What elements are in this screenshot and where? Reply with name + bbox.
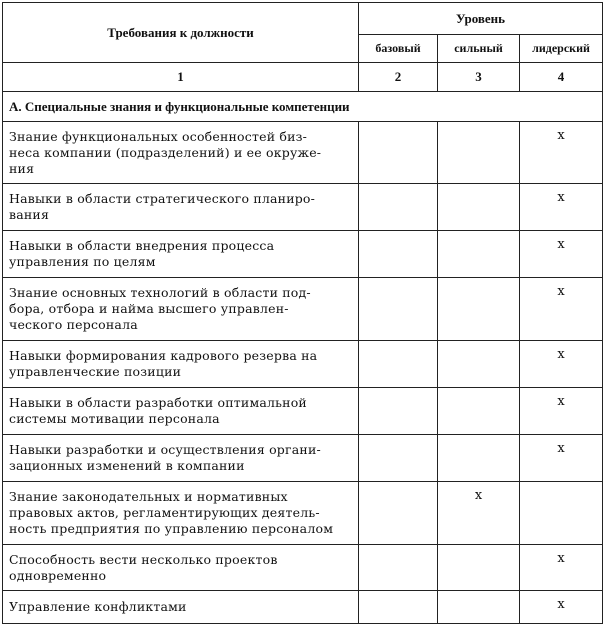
level-leader-mark: x xyxy=(520,435,603,482)
column-number-3: 3 xyxy=(438,63,520,92)
requirement-text: Способность вести несколько проектов одновременно xyxy=(3,545,359,591)
section-title: А. Специальные знания и функциональные компетенции xyxy=(3,92,603,122)
level-basic-mark xyxy=(359,341,438,388)
column-number-4: 4 xyxy=(520,63,603,92)
table-row xyxy=(3,122,603,184)
level-strong-mark xyxy=(438,278,520,341)
level-leader-mark: x xyxy=(520,545,603,591)
level-leader-header: лидерский xyxy=(520,35,603,63)
requirement-text: Навыки в области разработки оптимальной системы мотивации персонала xyxy=(3,388,359,435)
level-leader-mark: x xyxy=(520,278,603,341)
level-leader-mark: x xyxy=(520,184,603,231)
column-number-2: 2 xyxy=(359,63,438,92)
requirement-text: Навыки в области стратегического планиро- вания xyxy=(3,184,359,231)
column-number-1: 1 xyxy=(3,63,359,92)
level-strong-mark xyxy=(438,388,520,435)
table-row xyxy=(3,482,603,545)
level-basic-mark xyxy=(359,435,438,482)
level-header: Уровень xyxy=(359,3,603,35)
level-leader-mark: x xyxy=(520,388,603,435)
level-basic-mark xyxy=(359,388,438,435)
table-row xyxy=(3,231,603,278)
level-basic-header: базовый xyxy=(359,35,438,63)
level-strong-mark xyxy=(438,545,520,591)
table-row xyxy=(3,591,603,624)
level-strong-mark: x xyxy=(438,482,520,545)
level-basic-mark xyxy=(359,122,438,184)
table-row xyxy=(3,435,603,482)
level-strong-mark xyxy=(438,231,520,278)
requirement-text: Навыки формирования кадрового резерва на управленческие позиции xyxy=(3,341,359,388)
level-strong-header: сильный xyxy=(438,35,520,63)
requirement-text: Знание основных технологий в области под- бора, отбора и найма высшего управлен- ческого персонала xyxy=(3,278,359,341)
requirement-text: Навыки разработки и осуществления органи- зационных изменений в компании xyxy=(3,435,359,482)
level-basic-mark xyxy=(359,278,438,341)
table-row xyxy=(3,341,603,388)
level-basic-mark xyxy=(359,545,438,591)
level-strong-mark xyxy=(438,591,520,624)
level-basic-mark xyxy=(359,591,438,624)
requirement-text: Навыки в области внедрения процесса управления по целям xyxy=(3,231,359,278)
requirement-text: Знание функциональных особенностей биз- неса компании (подразделений) и ее окруже- ния xyxy=(3,122,359,184)
table-row xyxy=(3,388,603,435)
level-strong-mark xyxy=(438,184,520,231)
table-row xyxy=(3,278,603,341)
requirements-table xyxy=(2,2,603,624)
level-basic-mark xyxy=(359,482,438,545)
table-row xyxy=(3,545,603,591)
level-strong-mark xyxy=(438,341,520,388)
level-basic-mark xyxy=(359,231,438,278)
level-basic-mark xyxy=(359,184,438,231)
level-strong-mark xyxy=(438,435,520,482)
requirement-text: Управление конфликтами xyxy=(3,591,359,624)
table-row xyxy=(3,184,603,231)
level-leader-mark: x xyxy=(520,341,603,388)
level-leader-mark: x xyxy=(520,231,603,278)
requirements-header: Требования к должности xyxy=(3,3,359,63)
level-leader-mark: x xyxy=(520,122,603,184)
requirement-text: Знание законодательных и нормативных правовых актов, регламентирующих деятель- ность предприятия по управлению персоналом xyxy=(3,482,359,545)
level-leader-mark: x xyxy=(520,591,603,624)
level-leader-mark xyxy=(520,482,603,545)
level-strong-mark xyxy=(438,122,520,184)
